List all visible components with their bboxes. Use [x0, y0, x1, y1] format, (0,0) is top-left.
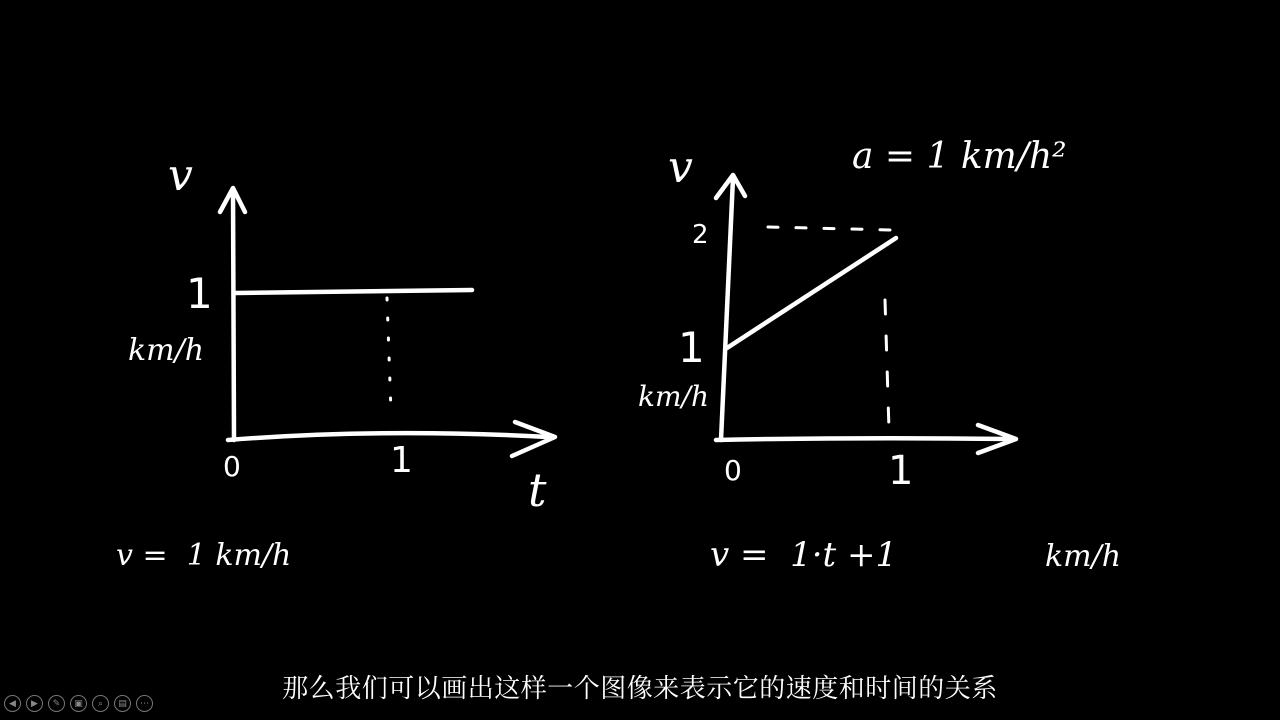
right-y-tick-top: 2 — [692, 220, 709, 250]
left-y-tick: 1 — [186, 269, 213, 318]
pen-icon[interactable]: ✎ — [48, 695, 65, 712]
right-equation: v = 1·t +1 — [710, 535, 898, 575]
left-velocity-line — [236, 290, 472, 293]
left-y-unit: km/h — [128, 333, 205, 368]
right-y-axis — [716, 175, 745, 440]
prev-icon[interactable]: ◀ — [4, 695, 21, 712]
left-y-axis — [220, 188, 245, 440]
slideshow-controls — [4, 695, 153, 712]
right-x-axis — [716, 425, 1016, 453]
right-y-unit: km/h — [638, 380, 709, 413]
left-dashed-drop — [387, 298, 391, 412]
zoom-icon[interactable]: ⌕ — [92, 695, 109, 712]
right-dashed-level — [768, 227, 892, 230]
right-velocity-line — [727, 238, 896, 348]
left-equation: v = 1 km/h — [116, 538, 292, 573]
left-origin: 0 — [223, 450, 241, 483]
left-x-axis-label: t — [528, 463, 547, 517]
subtitles-icon[interactable]: ▤ — [114, 695, 131, 712]
right-acceleration: a = 1 km/h² — [852, 136, 1067, 177]
right-origin: 0 — [724, 454, 742, 487]
left-x-tick: 1 — [390, 440, 413, 481]
right-graph — [638, 136, 1121, 575]
slides-icon[interactable]: ▣ — [70, 695, 87, 712]
left-graph — [116, 150, 555, 573]
next-icon[interactable]: ▶ — [26, 695, 43, 712]
right-dashed-drop — [885, 300, 889, 430]
right-y-axis-label: v — [668, 142, 693, 193]
right-equation-unit: km/h — [1045, 539, 1122, 574]
right-x-tick: 1 — [888, 448, 914, 494]
left-y-axis-label: v — [168, 150, 193, 201]
subtitle-caption: 那么我们可以画出这样一个图像来表示它的速度和时间的关系 — [282, 674, 998, 704]
more-icon[interactable]: ⋯ — [136, 695, 153, 712]
right-y-tick: 1 — [678, 323, 705, 372]
